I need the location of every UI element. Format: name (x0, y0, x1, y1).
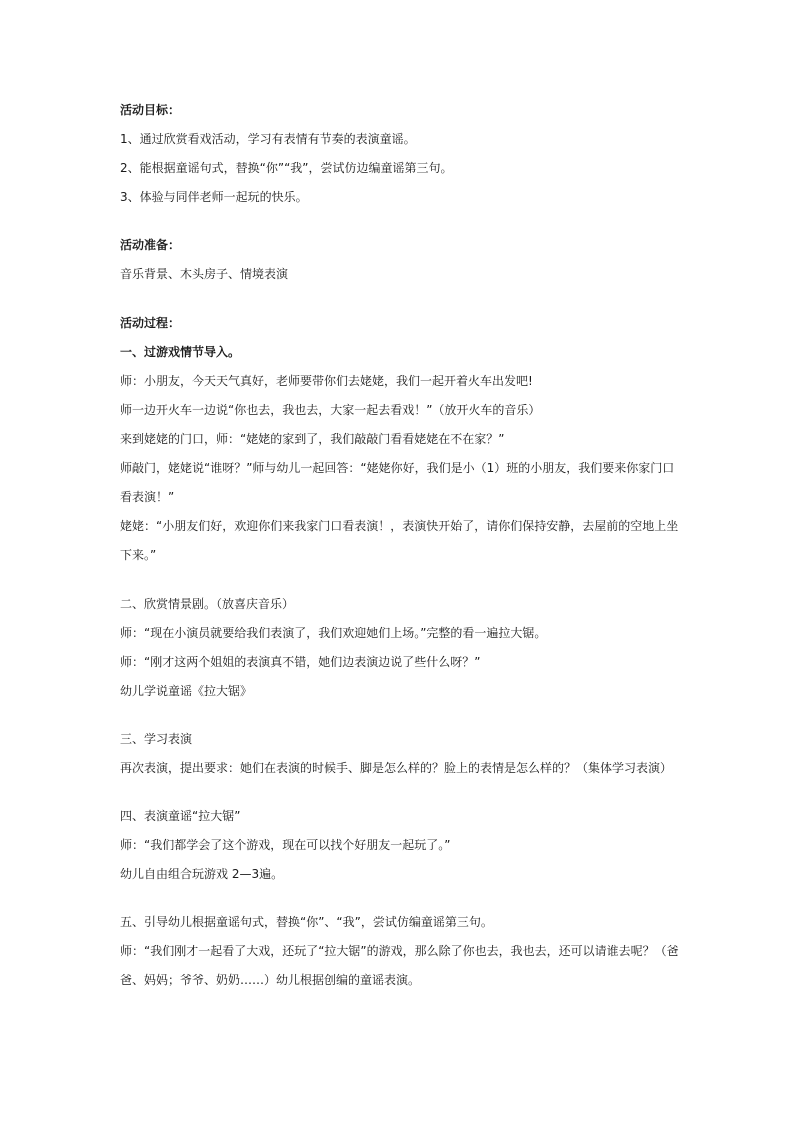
section-1-line: 下来。” (120, 548, 157, 562)
section-3-line: 再次表演，提出要求：她们在表演的时候手、脚是怎么样的？脸上的表情是怎么样的？（集体学习表演） (120, 761, 673, 775)
process-heading: 活动过程： (120, 316, 181, 330)
section-5-line: 师：“我们刚才一起看了大戏，还玩了“拉大锯”的游戏，那么除了你也去，我也去，还可以请谁去呢？（爸 (120, 944, 679, 958)
section-1-line: 师敲门，姥姥说“谁呀？”师与幼儿一起回答：“姥姥你好，我们是小（1）班的小朋友，我们要来你家门口 (120, 461, 675, 475)
section-1-line: 看表演！” (120, 490, 175, 504)
section-4-line: 师：“我们都学会了这个游戏，现在可以找个好朋友一起玩了。” (120, 838, 451, 852)
section-1-line: 来到姥姥的门口，师：“姥姥的家到了，我们敲敲门看看姥姥在不在家？” (120, 432, 505, 446)
goal-item-3: 3、体验与同伴老师一起玩的快乐。 (120, 190, 308, 204)
prep-text: 音乐背景、木头房子、情境表演 (120, 267, 289, 281)
section-5-title: 五、引导幼儿根据童谣句式，替换“你”、“我”，尝试仿编童谣第三句。 (120, 915, 493, 929)
goal-item-1: 1、通过欣赏看戏活动，学习有表情有节奏的表演童谣。 (120, 132, 416, 146)
section-1-title: 一、过游戏情节导入。 (120, 345, 241, 359)
section-1-line: 师：小朋友，今天天气真好，老师要带你们去姥姥，我们一起开着火车出发吧! (120, 374, 533, 388)
section-2-line: 师：“刚才这两个姐姐的表演真不错，她们边表演边说了些什么呀？” (120, 655, 481, 669)
goals-heading: 活动目标： (120, 103, 181, 117)
section-2-line: 幼儿学说童谣《拉大锯》 (120, 684, 253, 698)
prep-heading: 活动准备： (120, 238, 181, 252)
section-2-title: 二、欣赏情景剧。（放喜庆音乐） (120, 597, 295, 611)
section-1-line: 师一边开火车一边说“你也去，我也去，大家一起去看戏！”（放开火车的音乐） (120, 403, 541, 417)
section-4-title: 四、表演童谣“拉大锯” (120, 809, 241, 823)
section-3-title: 三、学习表演 (120, 732, 193, 746)
section-1-line: 姥姥：“小朋友们好，欢迎你们来我家门口看表演！，表演快开始了，请你们保持安静，去屋前的空地上坐 (120, 519, 679, 533)
goal-item-2: 2、能根据童谣句式，替换“你”“我”，尝试仿边编童谣第三句。 (120, 161, 453, 175)
section-4-line: 幼儿自由组合玩游戏 2—3遍。 (120, 867, 284, 881)
section-2-line: 师：“现在小演员就要给我们表演了，我们欢迎她们上场。”完整的看一遍拉大锯。 (120, 626, 547, 640)
section-5-line: 爸、妈妈；爷爷、奶奶……）幼儿根据创编的童谣表演。 (120, 973, 421, 987)
